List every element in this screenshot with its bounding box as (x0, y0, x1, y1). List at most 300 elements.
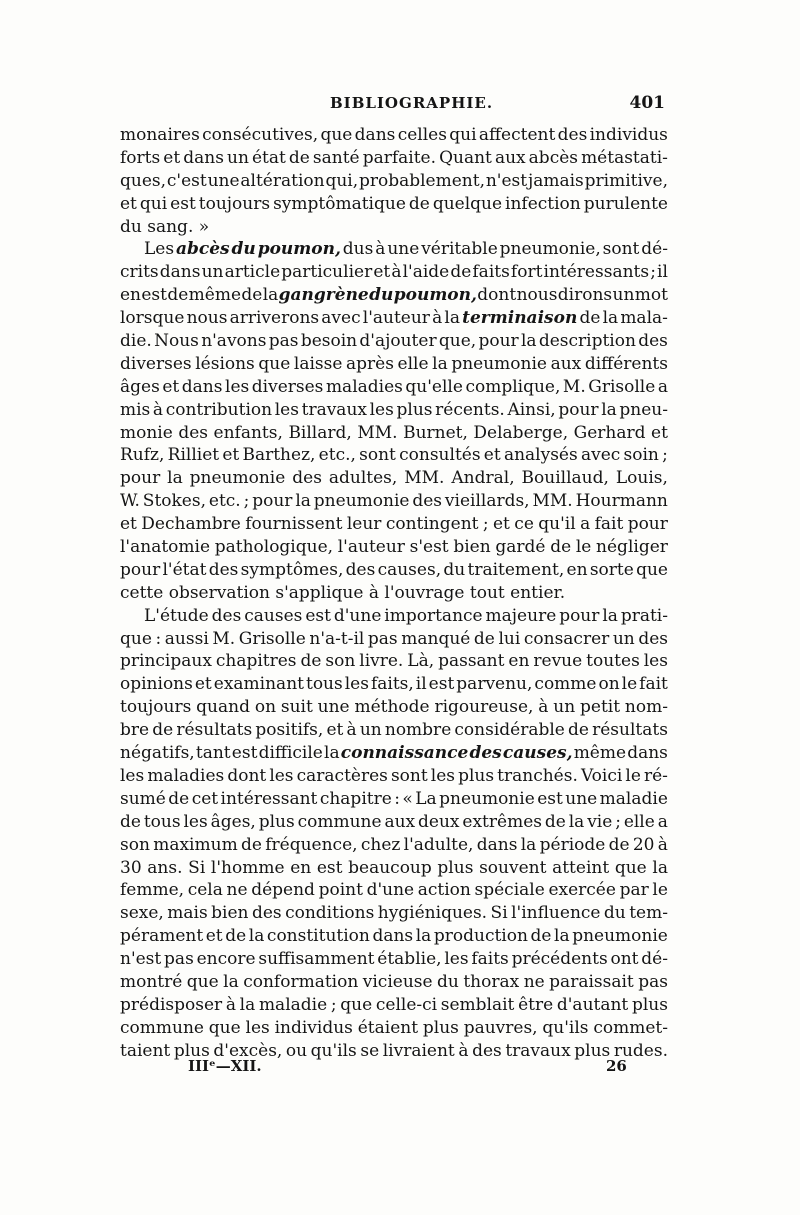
word: dé- (641, 949, 668, 970)
word: du (120, 216, 142, 237)
word: véritable (421, 239, 498, 260)
word: de (544, 811, 566, 832)
word: et (162, 376, 180, 397)
word: qu'ils (310, 1040, 357, 1061)
word: les (643, 651, 668, 672)
word: faits, (370, 674, 414, 695)
word: suffisamment (258, 949, 375, 970)
word: quelque (432, 193, 503, 214)
word: chapitres (215, 651, 297, 672)
word: c'est (166, 170, 207, 191)
word: commune (297, 811, 382, 832)
word: ques, (120, 170, 167, 191)
word: les (269, 765, 294, 786)
word: être (518, 994, 554, 1015)
word: jamais (527, 170, 584, 191)
word: est (141, 285, 167, 306)
word: maladies (147, 765, 225, 786)
word: sang. (147, 216, 194, 237)
word: l'adulte, (403, 834, 474, 855)
word: Barthez, (242, 445, 316, 466)
word: semblait (440, 994, 515, 1015)
word: conformation (243, 971, 359, 992)
word: tout (469, 582, 505, 603)
word: MM. (532, 491, 573, 512)
word: étaient (357, 1017, 419, 1038)
word: importance (384, 605, 483, 626)
word: il (415, 674, 427, 695)
word: particulier (281, 262, 373, 283)
word: précédents (511, 949, 608, 970)
word: description (538, 331, 636, 352)
word: on (254, 697, 277, 718)
word: Rufz, (120, 445, 165, 466)
word: la (167, 468, 183, 489)
word: Ainsi, (507, 399, 556, 420)
word: que, (438, 331, 477, 352)
word: symptômatique (273, 193, 406, 214)
word: W. (120, 491, 140, 512)
word: connaissance (340, 743, 469, 764)
word: fort (510, 262, 543, 283)
word: Billard, (288, 422, 352, 443)
word: de (167, 285, 189, 306)
word: M. (562, 376, 586, 397)
word: les (183, 811, 208, 832)
word: passant (438, 651, 505, 672)
word: que (614, 857, 647, 878)
word: la (324, 743, 340, 764)
word: maximum (153, 834, 238, 855)
word: toujours (120, 697, 192, 718)
word: de (450, 262, 472, 283)
word: les (225, 376, 250, 397)
word: l'auteur (362, 308, 430, 329)
word: à (538, 697, 549, 718)
word: que (320, 125, 353, 145)
word: aux (384, 811, 416, 832)
word: est (231, 743, 258, 764)
word: un (553, 697, 576, 718)
word: hygiéniques. (377, 903, 488, 924)
word: de (168, 788, 190, 809)
text-line (120, 124, 668, 147)
word: que (208, 1017, 241, 1038)
word: ; (482, 514, 489, 535)
word: que (340, 994, 373, 1015)
word: sexe, (120, 903, 164, 924)
word: Si (490, 903, 508, 924)
word: que (258, 353, 291, 374)
text-line (120, 422, 668, 445)
word: celles (397, 125, 447, 145)
word: deux (418, 811, 460, 832)
word: négliger (596, 537, 668, 558)
word: un (612, 285, 635, 306)
word: tranchés. (497, 765, 578, 786)
text-line (120, 650, 668, 673)
word: la (248, 926, 265, 947)
word: Andral, (451, 468, 515, 489)
word: pneumonie (439, 788, 535, 809)
word: vie (587, 811, 613, 832)
text-line (120, 994, 668, 1017)
word: Gerhard (573, 422, 646, 443)
word: d'excès, (213, 1040, 283, 1061)
word: des (472, 1040, 502, 1061)
word: s'est (409, 537, 449, 558)
word: sont (602, 239, 640, 260)
word: du (231, 239, 256, 260)
word: considérable (454, 720, 565, 741)
word: rudes. (613, 1040, 668, 1061)
word: la (601, 399, 617, 420)
word: la (239, 994, 256, 1015)
word: de (225, 926, 247, 947)
word: encore (196, 949, 256, 970)
text-line (120, 536, 668, 559)
word: les (430, 765, 456, 786)
text-line (120, 353, 668, 376)
word: enfants, (213, 422, 283, 443)
word: l'homme (210, 857, 285, 878)
word: atteint (552, 857, 610, 878)
word: femme, (120, 880, 185, 901)
word: la (602, 605, 618, 626)
word: sont (390, 765, 428, 786)
word: ou (285, 1040, 308, 1061)
word: âges (120, 376, 160, 397)
word: gangrène (278, 285, 369, 306)
word: 30 (120, 857, 142, 878)
word: « (402, 788, 413, 809)
word: analysés (503, 445, 578, 466)
word: ne (523, 971, 545, 992)
word: production (433, 926, 528, 947)
word: se (360, 1040, 380, 1061)
word: nous (516, 285, 558, 306)
word: tous (143, 811, 181, 832)
word: a (657, 811, 668, 832)
word: les (245, 1017, 270, 1038)
word: un (201, 262, 224, 283)
word: pour (120, 468, 161, 489)
word: soin (623, 445, 659, 466)
word: pneumonie (189, 468, 286, 489)
word: Grisolle (238, 628, 306, 649)
word: de (530, 926, 552, 947)
word: diverses (120, 353, 192, 374)
word: mis (120, 399, 151, 420)
text-line (120, 559, 668, 582)
word: une (317, 697, 350, 718)
word: M. (212, 628, 236, 649)
word: fait (639, 674, 668, 695)
word: prati- (620, 605, 668, 626)
word: difficile (258, 743, 323, 764)
word: faits (471, 949, 509, 970)
word: ans. (147, 857, 183, 878)
word: résultats (592, 720, 668, 741)
word: que (186, 971, 219, 992)
word: de (608, 834, 630, 855)
word: causes (244, 605, 303, 626)
word: altération (240, 170, 325, 191)
word: pneumonie (451, 353, 547, 374)
word: celle-ci (375, 994, 438, 1015)
word: les (369, 399, 394, 420)
word: 20 (632, 834, 655, 855)
text-line (120, 399, 668, 422)
word: crits (120, 262, 159, 283)
word: plus (437, 857, 474, 878)
word: Les (144, 239, 175, 260)
word: et (326, 720, 344, 741)
word: l'ouvrage (384, 582, 465, 603)
text-line (120, 857, 668, 880)
word: dirons (557, 285, 613, 306)
word: positifs, (255, 720, 324, 741)
word: pas (638, 971, 668, 992)
word: est (170, 193, 196, 214)
word: extrêmes (462, 811, 542, 832)
word: die. (120, 331, 152, 352)
text-line (120, 719, 668, 742)
word: des (208, 559, 239, 580)
word: des (469, 743, 502, 764)
word: thorax (463, 971, 520, 992)
word: action (417, 880, 471, 901)
body-text (120, 124, 668, 1063)
word: consécutives, (202, 125, 319, 145)
word: causes, (502, 743, 573, 764)
word: un (359, 720, 382, 741)
text-line (120, 307, 668, 330)
word: prédisposer (120, 994, 223, 1015)
word: infection (505, 193, 581, 214)
word: n'avons (201, 331, 267, 352)
word: du (443, 559, 466, 580)
running-title: BIBLIOGRAPHIE. (330, 94, 494, 112)
word: pauvres, (463, 1017, 538, 1038)
word: fait (594, 514, 624, 535)
word: dans (183, 147, 224, 168)
word: maladie (599, 788, 668, 809)
word: faits (472, 262, 510, 283)
word: affectent (478, 125, 556, 145)
word: le (625, 765, 641, 786)
word: chapitre (319, 788, 392, 809)
word: terminaison (462, 308, 578, 329)
word: : (155, 628, 162, 649)
word: examinant (213, 674, 304, 695)
word: abcès (175, 239, 230, 260)
word: nombre (384, 720, 452, 741)
word: de (288, 147, 310, 168)
text-line (120, 605, 668, 628)
word: conditions (285, 903, 375, 924)
word: consultés (399, 445, 481, 466)
word: constitution (266, 926, 370, 947)
word: qu'elle (405, 376, 463, 397)
word: pathologique, (214, 537, 334, 558)
word: que (636, 559, 668, 580)
word: ré- (643, 765, 668, 786)
word: fréquence, (265, 834, 358, 855)
word: les (344, 674, 369, 695)
word: etc. (208, 491, 241, 512)
word: dépend (251, 880, 315, 901)
word: Quant (439, 147, 492, 168)
word: vicieuse (362, 971, 433, 992)
text-line (120, 1017, 668, 1040)
word: est (316, 857, 343, 878)
text-line (120, 673, 668, 696)
word: caractères (296, 765, 388, 786)
page-header (120, 94, 665, 118)
word: pneumonie (313, 491, 410, 512)
word: en (290, 857, 312, 878)
word: des (211, 605, 242, 626)
word: entier. (510, 582, 566, 603)
text-line (120, 628, 668, 651)
word: pour (627, 514, 668, 535)
word: rigoureuse, (434, 697, 534, 718)
word: les (120, 765, 145, 786)
word: cette (120, 582, 164, 603)
word: poumon, (393, 285, 477, 306)
word: a (657, 376, 668, 397)
word: en (508, 651, 530, 672)
word: son (325, 651, 356, 672)
text-line (120, 925, 668, 948)
text-line (120, 582, 668, 605)
word: revue (533, 651, 583, 672)
word: » (198, 216, 210, 237)
word: contribution (165, 399, 273, 420)
signature-number: 26 (606, 1057, 627, 1075)
text-line (120, 216, 668, 239)
word: intéressant (220, 788, 318, 809)
word: forts (120, 147, 161, 168)
word: dans (476, 834, 518, 855)
word: plus (458, 765, 495, 786)
word: période (539, 834, 606, 855)
word: des (251, 903, 282, 924)
word: et (163, 147, 181, 168)
text-line (120, 490, 668, 513)
word: La (415, 788, 437, 809)
word: plus (631, 994, 668, 1015)
text-line (120, 193, 668, 216)
word: comme (534, 674, 597, 695)
word: etc., (318, 445, 356, 466)
word: en (120, 285, 142, 306)
word: tant (195, 743, 231, 764)
word: de (300, 651, 322, 672)
word: n'est (120, 949, 162, 970)
word: arriverons (229, 308, 320, 329)
word: est (428, 674, 455, 695)
word: monaires (120, 125, 200, 145)
word: manqué (401, 628, 471, 649)
word: aux (550, 353, 582, 374)
word: récents. (435, 399, 505, 420)
word: observation (168, 582, 270, 603)
word: pneumonie, (499, 239, 601, 260)
word: et (373, 262, 391, 283)
text-line (120, 170, 668, 193)
word: les (444, 949, 469, 970)
word: plus (173, 1040, 210, 1061)
word: un (227, 147, 249, 168)
word: Hourmann (575, 491, 668, 512)
text-line (120, 513, 668, 536)
word: à (657, 834, 668, 855)
word: gardé (495, 537, 546, 558)
word: pas (367, 628, 398, 649)
word: le (621, 674, 638, 695)
word: de (568, 720, 589, 741)
word: bre (120, 720, 150, 741)
word: bien (453, 537, 491, 558)
word: nous (186, 308, 228, 329)
text-line (120, 879, 668, 902)
word: individus (589, 125, 668, 145)
word: L'étude (144, 605, 209, 626)
word: ont (610, 949, 639, 970)
word: leur (346, 514, 382, 535)
word: principaux (120, 651, 212, 672)
word: état (251, 147, 286, 168)
word: Bouillaud, (521, 468, 609, 489)
word: lorsque (120, 308, 185, 329)
word: commune (120, 1017, 204, 1038)
word: souvent (479, 857, 547, 878)
word: ne (226, 880, 248, 901)
text-line (120, 971, 668, 994)
word: mot (634, 285, 668, 306)
word: taient (120, 1040, 171, 1061)
word: la (432, 353, 448, 374)
word: même (573, 743, 627, 764)
word: primitive, (584, 170, 668, 191)
word: dans (627, 743, 668, 764)
word: suit (280, 697, 313, 718)
word: pas (164, 949, 194, 970)
word: la (568, 811, 585, 832)
word: des (292, 468, 322, 489)
word: MM. (404, 468, 445, 489)
word: d'autant (556, 994, 629, 1015)
word: sont (359, 445, 396, 466)
word: et (120, 514, 137, 535)
word: laisse (293, 353, 343, 374)
word: symptômes, (240, 559, 344, 580)
word: santé (312, 147, 360, 168)
text-line (120, 444, 668, 467)
word: Si (188, 857, 206, 878)
word: de (550, 537, 572, 558)
word: ; (662, 445, 668, 466)
word: l'aide (402, 262, 450, 283)
text-line (120, 238, 668, 261)
word: s'applique (275, 582, 364, 603)
word: article (224, 262, 281, 283)
word: il (657, 262, 668, 283)
word: des (557, 125, 588, 145)
word: âges, (210, 811, 256, 832)
